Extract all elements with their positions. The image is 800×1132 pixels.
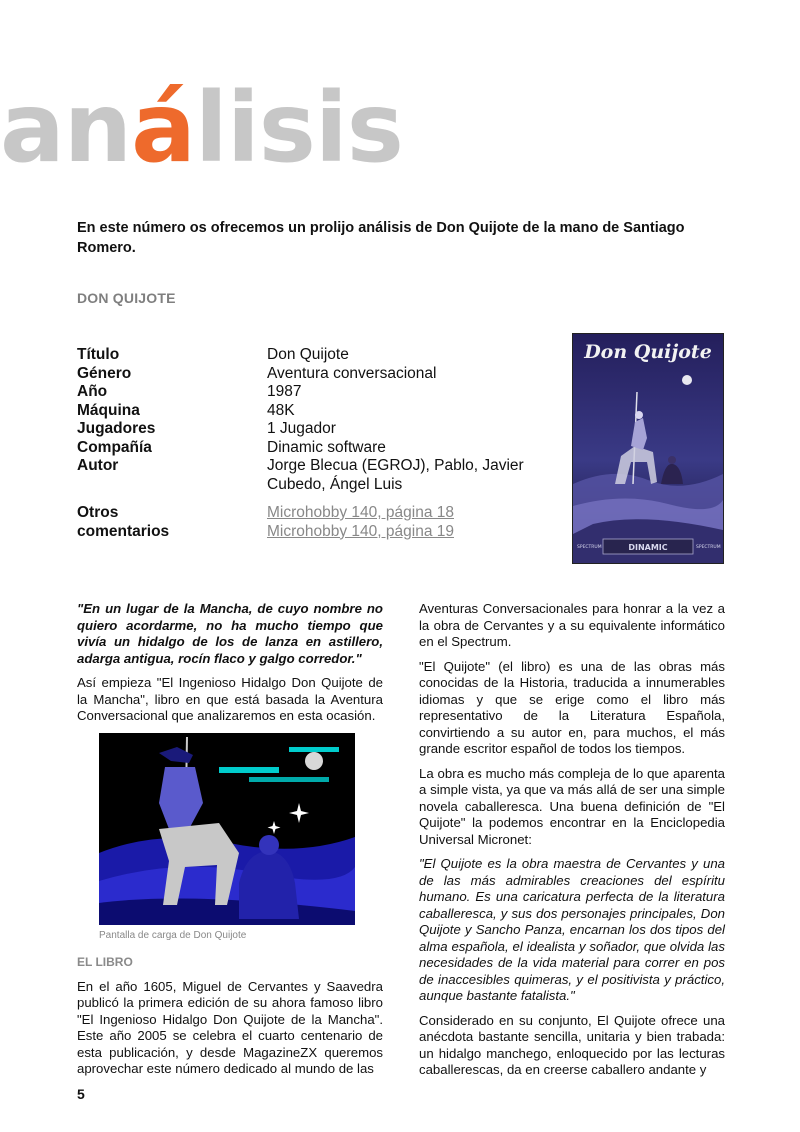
cover-title: Don Quijote (584, 341, 712, 363)
masthead-title (0, 72, 403, 184)
cover-publisher: DINAMIC (628, 543, 668, 552)
spec-row-compania (77, 439, 557, 458)
spec-label: Máquina (77, 401, 140, 419)
spec-label: Otros (77, 504, 119, 521)
spec-label: Jugadores (77, 420, 156, 437)
right-column (419, 601, 725, 1087)
spec-value: 48K (267, 401, 295, 419)
subhead-el-libro: EL LIBRO (77, 955, 133, 969)
image-caption: Pantalla de carga de Don Quijote (99, 929, 247, 941)
microhobby-link-18[interactable]: Microhobby 140, página 18 (267, 504, 454, 521)
opening-quote: "En un lugar de la Mancha, de cuyo nombre no quiero acordarme, no ha mucho tiempo que vivía un hidalgo de los de lanza en astillero, adarga antigua, rocín flaco y galgo corredor." (77, 601, 383, 666)
spec-table (77, 346, 557, 541)
masthead-part-2: lisis (194, 72, 403, 184)
spec-value: 1987 (267, 383, 302, 400)
spec-row-comentarios (77, 523, 557, 542)
spec-value: 1 Jugador (267, 420, 336, 437)
spec-row-titulo (77, 346, 557, 365)
paragraph: "El Quijote" (el libro) es una de las obras más conocidas de la Historia, traducida a innumerables idiomas y que se erige como el libro más representativo de la Literatura Española, convirtiendo a su autor en, para muchos, el más grande escritor español de todos los tiempos. (419, 658, 725, 756)
spec-label: Título (77, 346, 120, 363)
paragraph: Así empieza "El Ingenioso Hidalgo Don Quijote de la Mancha", libro en que está basada la Aventura Conversacional que analizaremos en esta ocasión. (77, 675, 383, 723)
spec-label: Género (77, 364, 132, 382)
spec-row-otros (77, 504, 557, 523)
encyclopedia-quote: "El Quijote es la obra maestra de Cervantes y una de las más admirables creaciones del espíritu humano. Es una caricatura perfecta de la literatura caballeresca, y sus dos personajes principales, Don Quijote y Sancho Panza, encarnan los dos tipos del alma española, el idealista y soñador, que olvida las necesidades de la vida material para correr en pos de inaccesibles quimeras, y el positivista y práctico, aunque bastante fatalista." (419, 856, 725, 1003)
spec-label: comentarios (77, 522, 170, 540)
page-number: 5 (77, 1086, 85, 1102)
spec-value: Don Quijote (267, 346, 349, 363)
cover-image (572, 333, 724, 564)
section-title: DON QUIJOTE (77, 290, 176, 306)
cover-art (573, 334, 723, 563)
spec-row-maquina (77, 402, 557, 421)
masthead-part-1: an (0, 72, 132, 184)
loading-screen-image (99, 733, 355, 925)
spec-label: Compañía (77, 438, 152, 456)
cover-label-right: SPECTRUM (696, 545, 721, 550)
paragraph: La obra es mucho más compleja de lo que aparenta a simple vista, ya que va más allá de ser una simple novela caballeresca. Una buena definición de "El Quijote" la podemos encontrar en la Enciclopedia Universal Micronet: (419, 765, 725, 847)
paragraph: Considerado en su conjunto, El Quijote ofrece una anécdota bastante sencilla, unitaria y bien trabada: un hidalgo manchego, enloquecido por las lecturas caballerescas, da en creerse caballero andante y (419, 1012, 725, 1077)
masthead-accent: á (131, 72, 195, 184)
loading-screen-art (99, 733, 355, 925)
cover-label-left: SPECTRUM (577, 545, 602, 550)
moon-icon (682, 375, 692, 385)
spec-value: Jorge Blecua (EGROJ), Pablo, Javier Cubedo, Ángel Luis (267, 457, 524, 493)
spec-value: Aventura conversacional (267, 364, 437, 382)
paragraph: En el año 1605, Miguel de Cervantes y Saavedra publicó la primera edición de su ahora famoso libro "El Ingenioso Hidalgo Don Quijote de la Mancha". Este año 2005 se celebra el cuarto centenario de esta publicación, y desde MagazineZX queremos aprovechar este número dedicado al mundo de las (77, 978, 383, 1076)
spec-label: Año (77, 383, 108, 400)
microhobby-link-19[interactable]: Microhobby 140, página 19 (267, 522, 454, 540)
intro-text: En este número os ofrecemos un prolijo análisis de Don Quijote de la mano de Santiago Romero. (77, 220, 685, 256)
spec-row-jugadores (77, 420, 557, 439)
paragraph: Aventuras Conversacionales para honrar a la vez a la obra de Cervantes y a su equivalente informático en el Spectrum. (419, 601, 725, 649)
left-column (77, 601, 383, 1086)
spec-row-anio (77, 383, 557, 402)
spec-label: Autor (77, 457, 119, 474)
spec-value: Dinamic software (267, 438, 386, 456)
moon-icon (305, 752, 323, 770)
spec-row-autor (77, 457, 557, 494)
spec-row-genero (77, 365, 557, 384)
